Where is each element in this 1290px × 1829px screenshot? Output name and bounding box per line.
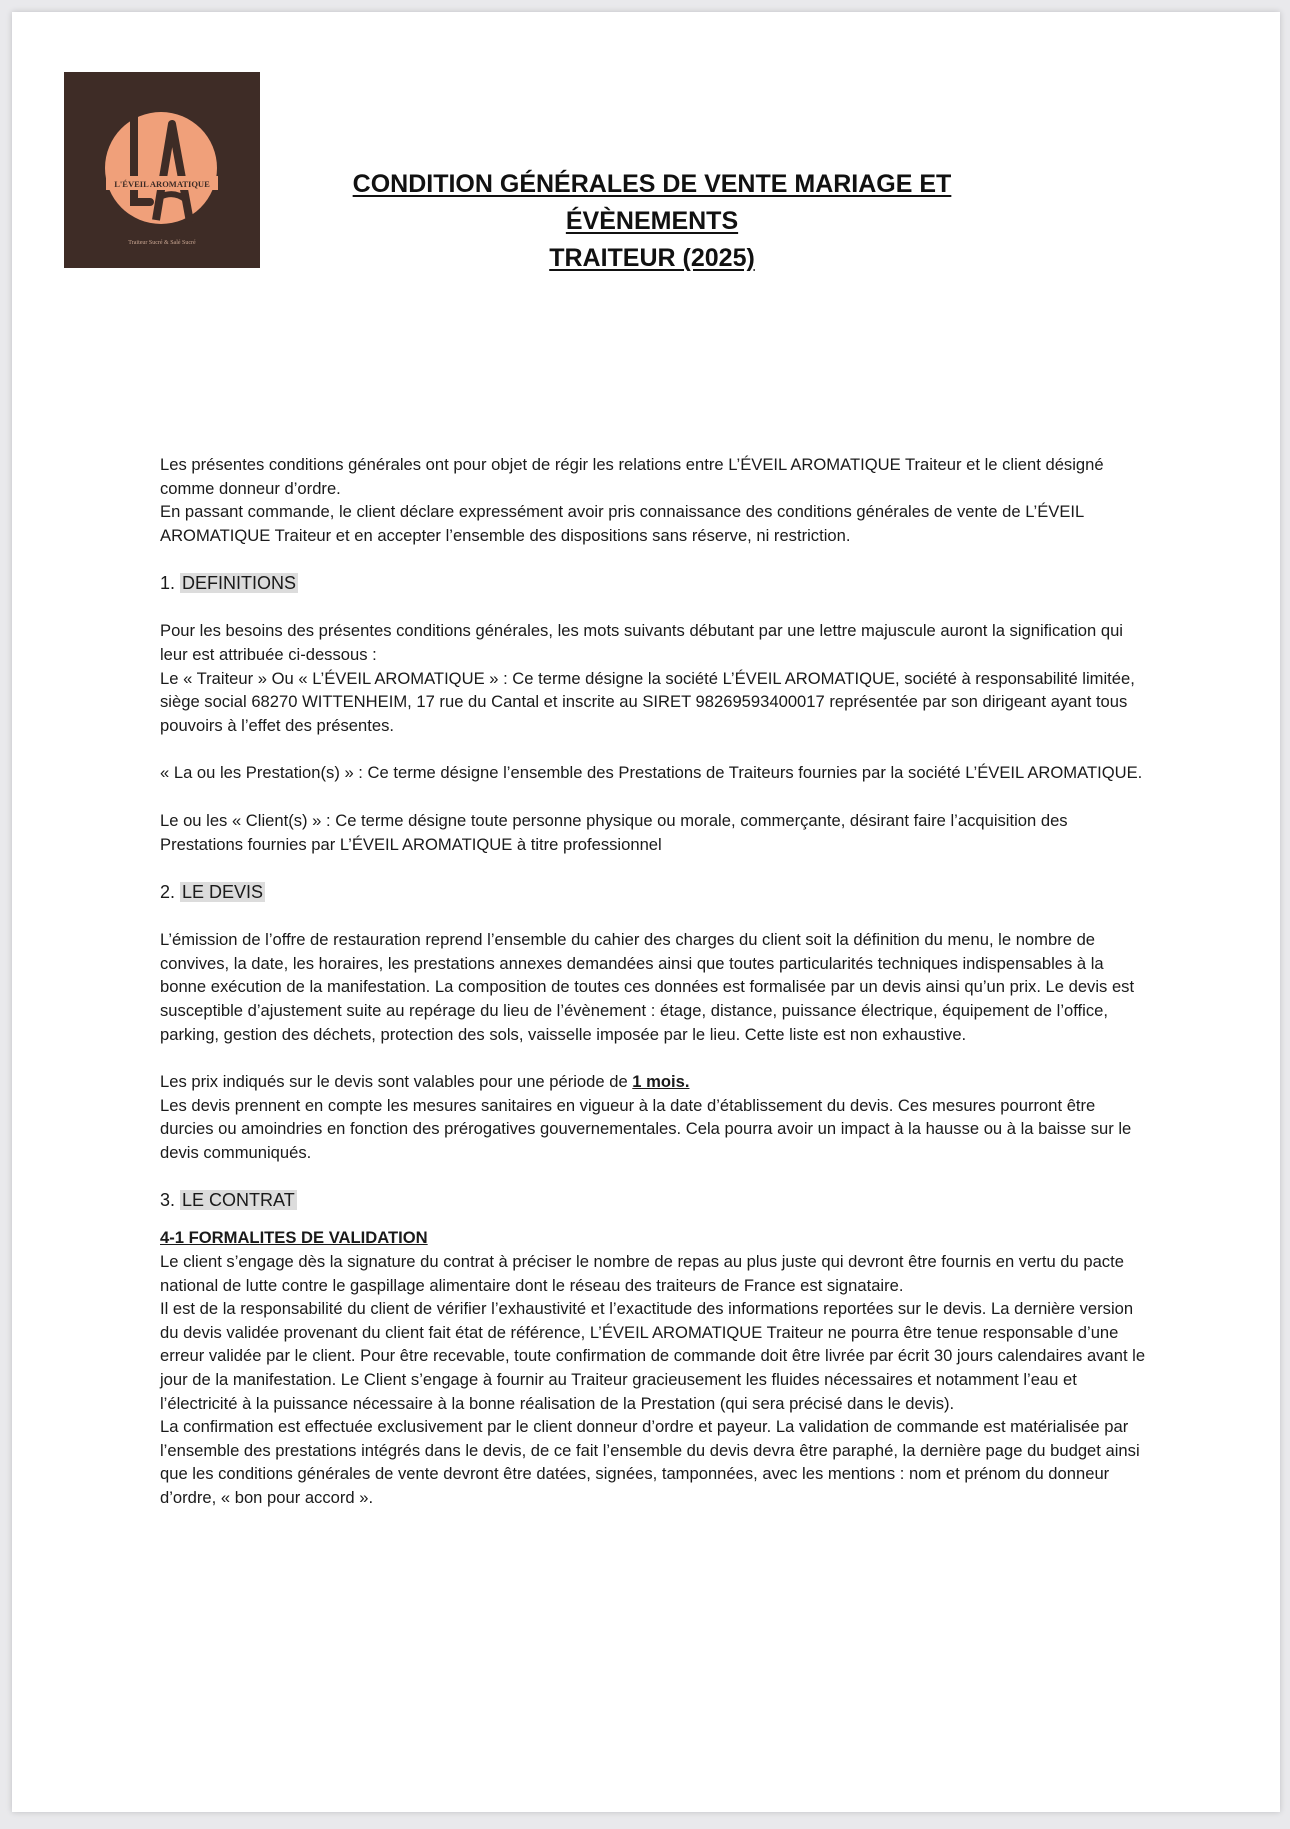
logo-graphic — [64, 72, 260, 268]
logo-tagline-text: Traiteur Sucré & Salé Sucré — [128, 240, 196, 246]
intro-paragraph-1: Les présentes conditions générales ont pour objet de régir les relations entre L’ÉVEIL AROMATIQUE Traiteur et le client désigné comme donneur d’ordre. — [160, 455, 1104, 498]
contrat-paragraph-3: La confirmation est effectuée exclusivement par le client donneur d’ordre et payeur. La validation de commande est matérialisée par l’ensemble des prestations intégrés dans le devis, de ce fait l’ensemble du devis devra être paraphé, la dernière page du budget ainsi que les conditions générales de vente devront être datées, signées, tamponnées, avec les mentions : nom et prénom du donneur d’ordre, « bon pour accord ». — [160, 1417, 1140, 1507]
section-1-heading — [160, 571, 1150, 595]
title-line-2: TRAITEUR (2025) — [549, 244, 755, 272]
devis-paragraph-3: Les devis prennent en compte les mesures sanitaires en vigueur à la date d’établissement du devis. Ces mesures pourront être durcies ou amoindries en fonction des prérogatives gouvernementales. Cela pourra avoir un impact à la hausse ou à la baisse sur le devis communiqués. — [160, 1095, 1132, 1162]
section-3-heading — [160, 1188, 1150, 1212]
subsection-4-1-title: 4-1 FORMALITES DE VALIDATION — [160, 1228, 428, 1248]
definitions-paragraph-4: Le ou les « Client(s) » : Ce terme désigne toute personne physique ou morale, commerçante, désirant faire l’acquisition des Prestations fournies par L’ÉVEIL AROMATIQUE à titre professionnel — [160, 810, 1068, 854]
section-1-title: DEFINITIONS — [182, 573, 297, 594]
devis-validity-text: Les prix indiqués sur le devis sont valables pour une période de — [160, 1072, 633, 1092]
section-3-title: LE CONTRAT — [182, 1190, 295, 1211]
definitions-paragraph-3: « La ou les Prestation(s) » : Ce terme désigne l’ensemble des Prestations de Traiteurs fournies par la société L’ÉVEIL AROMATIQUE. — [160, 763, 1143, 783]
definitions-paragraph-2: Le « Traiteur » Ou « L’ÉVEIL AROMATIQUE » : Ce terme désigne la société L’ÉVEIL AROMATIQUE, société à responsabilité limitée, siège social 68270 WITTENHEIM, 17 rue du Cantal et inscrite au SIRET 98269593400017 représentée par son dirigeant ayant tous pouvoirs à l’effet des présentes. — [160, 668, 1135, 735]
section-2-heading — [160, 880, 1150, 904]
devis-validity-duration: 1 mois. — [632, 1072, 690, 1092]
contrat-paragraph-2: Il est de la responsabilité du client de vérifier l’exhaustivité et l’exactitude des informations reportées sur le devis. La dernière version du devis validée provenant du client fait état de référence, L’ÉVEIL AROMATIQUE Traiteur ne pourra être tenue responsable d’une erreur validée par le client. Pour être recevable, toute confirmation de commande doit être livrée par écrit 30 jours calendaires avant le jour de la manifestation. Le Client s’engage à fournir au Traiteur gracieusement les fluides nécessaires et notamment l’eau et l’électricité à la puissance nécessaire à la bonne réalisation de la Prestation (qui sera précisé dans le devis). — [160, 1299, 1146, 1413]
section-2-number: 2. — [160, 882, 176, 903]
intro-paragraph-2: En passant commande, le client déclare expressément avoir pris connaissance des conditions générales de vente de L’ÉVEIL AROMATIQUE Traiteur et en accepter l’ensemble des dispositions sans réserve, ni restriction. — [160, 502, 1084, 545]
devis-paragraph-2 — [160, 1070, 1150, 1094]
title-line-1: CONDITION GÉNÉRALES DE VENTE MARIAGE ET ÉVÈNEMENTS — [352, 170, 952, 235]
section-1-number: 1. — [160, 573, 176, 594]
devis-paragraph-1: L’émission de l’offre de restauration reprend l’ensemble du cahier des charges du client soit la définition du menu, le nombre de convives, la date, les horaires, les prestations annexes demandées ainsi que toutes particularités techniques indispensables à la bonne exécution de la manifestation. La composition de toutes ces données est formalisée par un devis ainsi qu’un prix. Le devis est susceptible d’ajustement suite au repérage du lieu de l’évènement : étage, distance, puissance électrique, équipement de l’office, parking, gestion des déchets, protection des sols, vaisselle imposée par le lieu. Cette liste est non exhaustive. — [160, 930, 1135, 1044]
contrat-paragraph-1: Le client s’engage dès la signature du contrat à préciser le nombre de repas au plus juste qui devront être fournis en vertu du pacte national de lutte contre le gaspillage alimentaire dont le réseau des traiteurs de France est signataire. — [160, 1252, 1124, 1295]
document-page — [12, 12, 1280, 1812]
section-3-number: 3. — [160, 1190, 176, 1211]
page-title — [272, 166, 1032, 277]
document-body — [160, 453, 1150, 1510]
company-logo — [64, 72, 260, 268]
section-2-title: LE DEVIS — [182, 882, 264, 903]
logo-brand-text: L'ÉVEIL AROMATIQUE — [114, 179, 210, 189]
definitions-paragraph-1: Pour les besoins des présentes conditions générales, les mots suivants débutant par une lettre majuscule auront la signification qui leur est attribuée ci-dessous : — [160, 621, 1123, 664]
